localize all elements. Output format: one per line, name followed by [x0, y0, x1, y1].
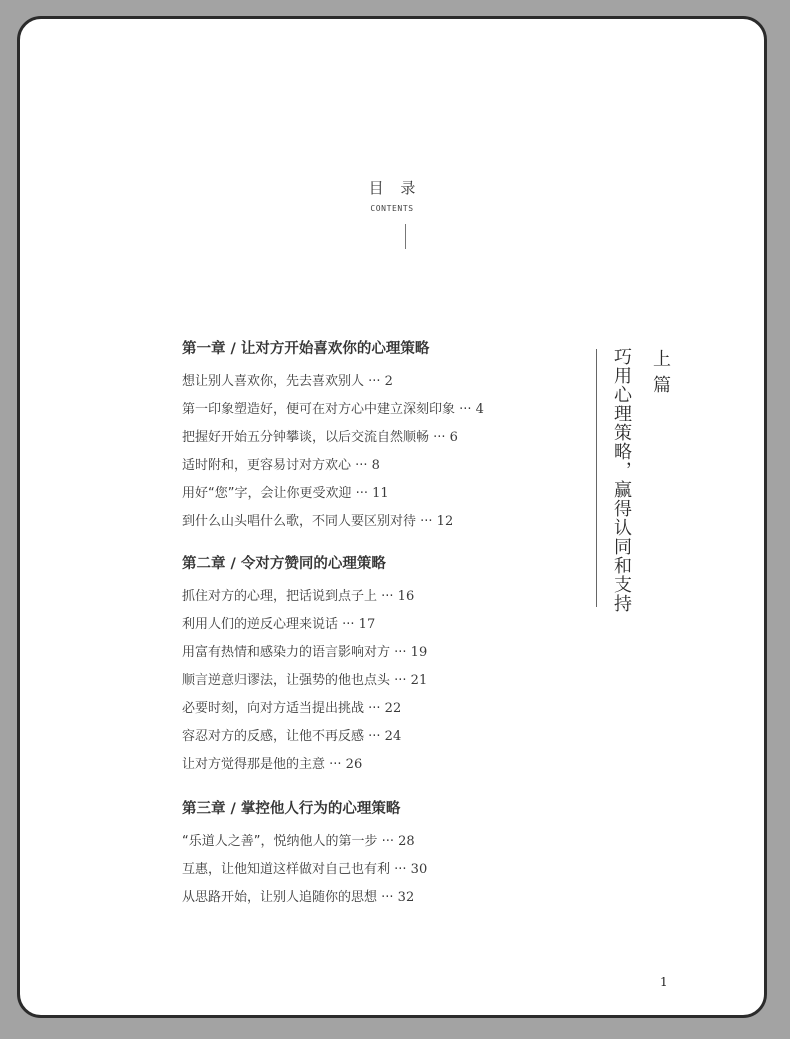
book-page [17, 16, 767, 1018]
toc-entry-page: 6 [449, 430, 458, 445]
part-divider [596, 349, 597, 607]
toc-entry[interactable] [182, 856, 602, 884]
toc-entry-page: 4 [475, 402, 484, 417]
toc-entry-text: 到什么山头唱什么歌，不同人要区别对待 ··· [182, 514, 437, 529]
chapter-title: 第三章 / 掌控他人行为的心理策略 [182, 801, 401, 817]
chapter-title: 第二章 / 令对方赞同的心理策略 [182, 556, 386, 572]
toc-entry-text: 想让别人喜欢你，先去喜欢别人 ··· [182, 374, 385, 389]
toc-entry-page: 8 [371, 458, 380, 473]
toc-entry[interactable] [182, 583, 602, 611]
toc-entry[interactable] [182, 639, 602, 667]
toc-entry-text: 利用人们的逆反心理来说话 ··· [182, 617, 359, 632]
toc-entry[interactable] [182, 667, 602, 695]
toc-entry[interactable] [182, 884, 602, 912]
toc-entry-page: 21 [410, 673, 428, 688]
toc-entry-page: 22 [384, 701, 402, 716]
toc-entry-page: 16 [397, 589, 415, 604]
toc-entry-text: 把握好开始五分钟攀谈，以后交流自然顺畅 ··· [182, 430, 450, 445]
toc-entry-text: 抓住对方的心理，把话说到点子上 ··· [182, 589, 398, 604]
toc-entry-text: 第一印象塑造好，便可在对方心中建立深刻印象 ··· [182, 402, 476, 417]
toc-entry-text: 互惠，让他知道这样做对自己也有利 ··· [182, 862, 411, 877]
toc-entry[interactable] [182, 508, 602, 536]
chapter-section [182, 336, 602, 536]
toc-entry[interactable] [182, 828, 602, 856]
contents-title: 目 录 [368, 179, 422, 197]
toc-entry-page: 2 [384, 374, 393, 389]
toc-entry-text: 适时附和，更容易讨对方欢心 ··· [182, 458, 372, 473]
toc-entry-page: 11 [372, 486, 389, 501]
toc-entry[interactable] [182, 695, 602, 723]
toc-entry-text: “乐道人之善”，悦纳他人的第一步 ··· [182, 834, 399, 849]
toc-entry[interactable] [182, 368, 602, 396]
toc-entry-page: 32 [397, 890, 415, 905]
toc-entry-text: 顺言逆意归谬法，让强势的他也点头 ··· [182, 673, 411, 688]
toc-entry-page: 12 [436, 514, 454, 529]
toc-entry[interactable] [182, 751, 602, 779]
toc-entry[interactable] [182, 480, 602, 508]
toc-entry-page: 28 [398, 834, 415, 849]
toc-entry-text: 用好“您”字，会让你更受欢迎 ··· [182, 486, 373, 501]
toc-entry-page: 19 [410, 645, 428, 660]
toc-entry-text: 从思路开始，让别人追随你的思想 ··· [182, 890, 398, 905]
toc-entry[interactable] [182, 723, 602, 751]
chapter-title: 第一章 / 让对方开始喜欢你的心理策略 [182, 341, 430, 357]
chapter-section [182, 551, 602, 779]
toc-entry[interactable] [182, 452, 602, 480]
contents-heading [20, 178, 764, 215]
toc-entry-page: 24 [384, 729, 402, 744]
toc-entry-page: 17 [358, 617, 376, 632]
toc-entry-page: 26 [345, 757, 363, 772]
toc-entry-text: 容忍对方的反感，让他不再反感 ··· [182, 729, 385, 744]
toc-entry-text: 让对方觉得那是他的主意 ··· [182, 757, 346, 772]
contents-subtitle: CONTENTS [370, 204, 414, 213]
part-title: 巧用心理策略，赢得认同和支持 [611, 347, 632, 613]
toc-entry-text: 用富有热情和感染力的语言影响对方 ··· [182, 645, 411, 660]
part-label: 上篇 [650, 349, 671, 401]
table-of-contents [182, 336, 602, 927]
toc-entry-text: 必要时刻，向对方适当提出挑战 ··· [182, 701, 385, 716]
page-number: 1 [660, 975, 668, 989]
chapter-section [182, 796, 602, 912]
toc-entry[interactable] [182, 396, 602, 424]
toc-entry[interactable] [182, 611, 602, 639]
toc-entry-page: 30 [410, 862, 428, 877]
heading-divider [405, 224, 406, 249]
toc-entry[interactable] [182, 424, 602, 452]
